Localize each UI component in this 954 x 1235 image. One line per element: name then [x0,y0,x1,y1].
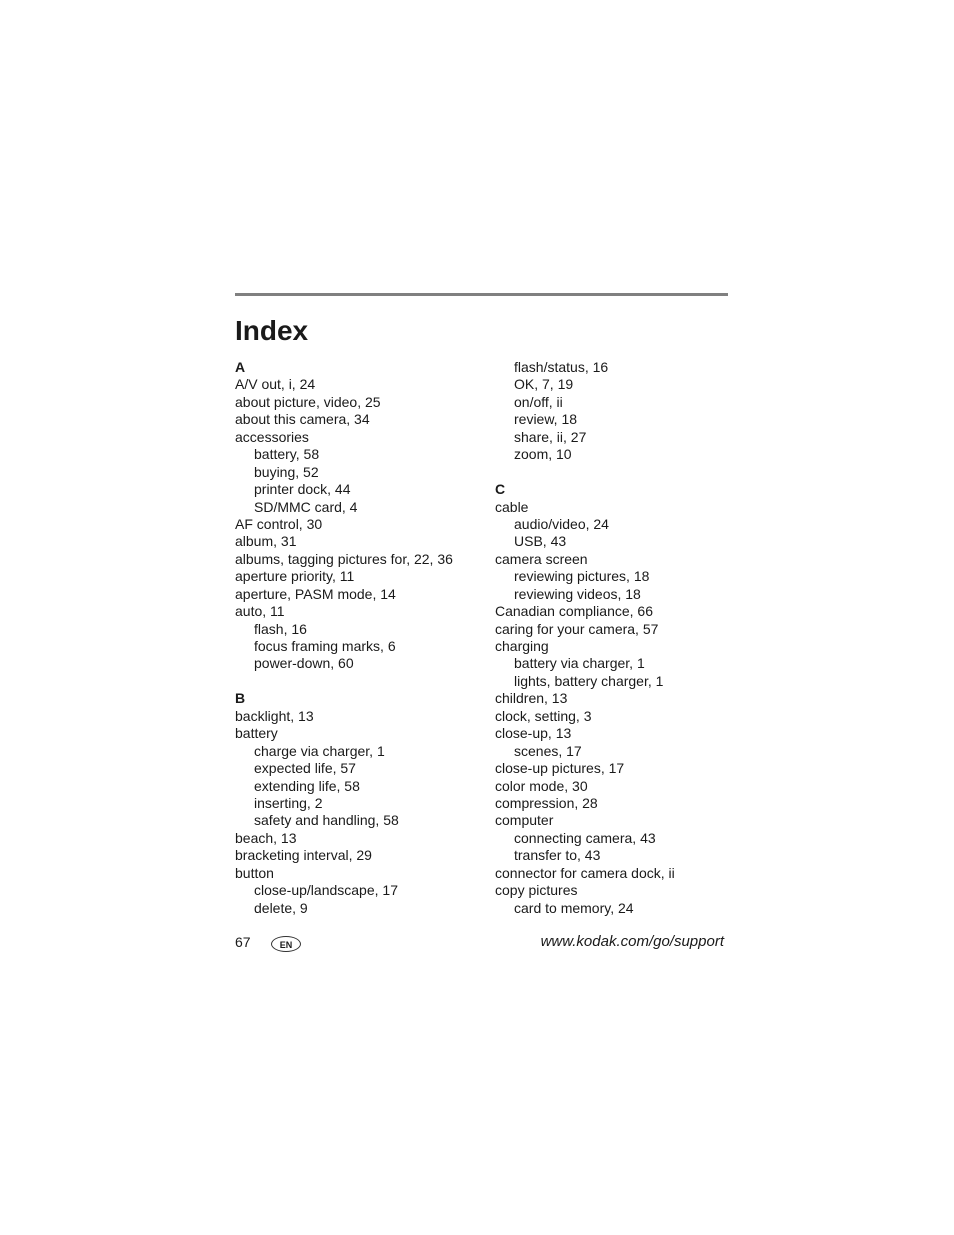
index-subentry: safety and handling, 58 [254,812,399,829]
index-subentry: delete, 9 [254,899,308,916]
index-subentry: battery via charger, 1 [514,655,645,672]
index-entry: about picture, video, 25 [235,393,381,410]
index-entry: cable [495,498,529,515]
index-subentry: card to memory, 24 [514,899,634,916]
index-entry: A/V out, i, 24 [235,376,316,393]
index-subentry: buying, 52 [254,463,319,480]
index-column-left [235,359,485,917]
index-subentry: OK, 7, 19 [514,376,574,393]
language-badge: EN [271,936,301,952]
index-subentry: reviewing pictures, 18 [514,568,650,585]
index-entry: backlight, 13 [235,707,314,724]
index-subentry: reviewing videos, 18 [514,585,641,602]
index-entry: accessories [235,428,309,445]
index-entry: caring for your camera, 57 [495,620,659,637]
index-entry: connector for camera dock, ii [495,864,675,881]
index-entry: auto, 11 [235,603,285,620]
index-subentry: share, ii, 27 [514,428,587,445]
index-subentry: charge via charger, 1 [254,742,385,759]
section-gap [235,673,485,690]
index-section-letter: C [495,481,506,498]
index-subentry: lights, battery charger, 1 [514,672,664,689]
index-subentry: focus framing marks, 6 [254,638,396,654]
index-entry: aperture priority, 11 [235,568,355,585]
index-subentry: scenes, 17 [514,742,582,759]
index-entry: battery [235,725,278,742]
index-subentry: extending life, 58 [254,777,360,794]
index-subentry: battery, 58 [254,446,320,463]
index-entry: about this camera, 34 [235,411,370,428]
section-gap [495,464,735,481]
index-subentry: SD/MMC card, 4 [254,498,358,515]
index-section-letter: B [235,690,246,707]
index-entry: close-up, 13 [495,725,572,742]
index-subentry: power-down, 60 [254,655,354,672]
index-subentry: flash, 16 [254,620,307,637]
index-entry: button [235,864,274,881]
index-subentry: on/off, ii [514,393,563,410]
page-number: 67 [235,934,251,950]
header-rule [235,293,728,296]
index-subentry: flash/status, 16 [514,359,609,375]
index-entry: albums, tagging pictures for, 22, 36 [235,550,453,567]
index-entry: children, 13 [495,690,568,707]
index-entry: copy pictures [495,882,578,899]
index-entry: camera screen [495,550,588,567]
index-subentry: expected life, 57 [254,760,356,777]
index-subentry: close-up/landscape, 17 [254,882,398,899]
index-subentry: review, 18 [514,411,578,428]
index-subentry: connecting camera, 43 [514,829,656,846]
index-subentry: inserting, 2 [254,794,323,811]
index-entry: computer [495,812,554,829]
index-subentry: transfer to, 43 [514,847,601,864]
index-entry: close-up pictures, 17 [495,760,625,777]
index-entry: compression, 28 [495,794,598,811]
index-subentry: zoom, 10 [514,446,572,463]
index-column-right [495,359,735,917]
index-subentry: USB, 43 [514,533,567,550]
index-subentry: printer dock, 44 [254,481,351,498]
index-entry: album, 31 [235,533,297,550]
index-entry: aperture, PASM mode, 14 [235,585,396,602]
index-entry: color mode, 30 [495,777,588,794]
index-entry: AF control, 30 [235,515,323,532]
index-entry: clock, setting, 3 [495,707,592,724]
index-section-letter: A [235,359,246,375]
index-subentry: audio/video, 24 [514,515,609,532]
index-entry: bracketing interval, 29 [235,847,372,864]
index-entry: charging [495,638,549,654]
page-title: Index [235,315,309,346]
support-url[interactable]: www.kodak.com/go/support [540,933,724,950]
index-entry: Canadian compliance, 66 [495,603,653,620]
index-entry: beach, 13 [235,829,297,846]
